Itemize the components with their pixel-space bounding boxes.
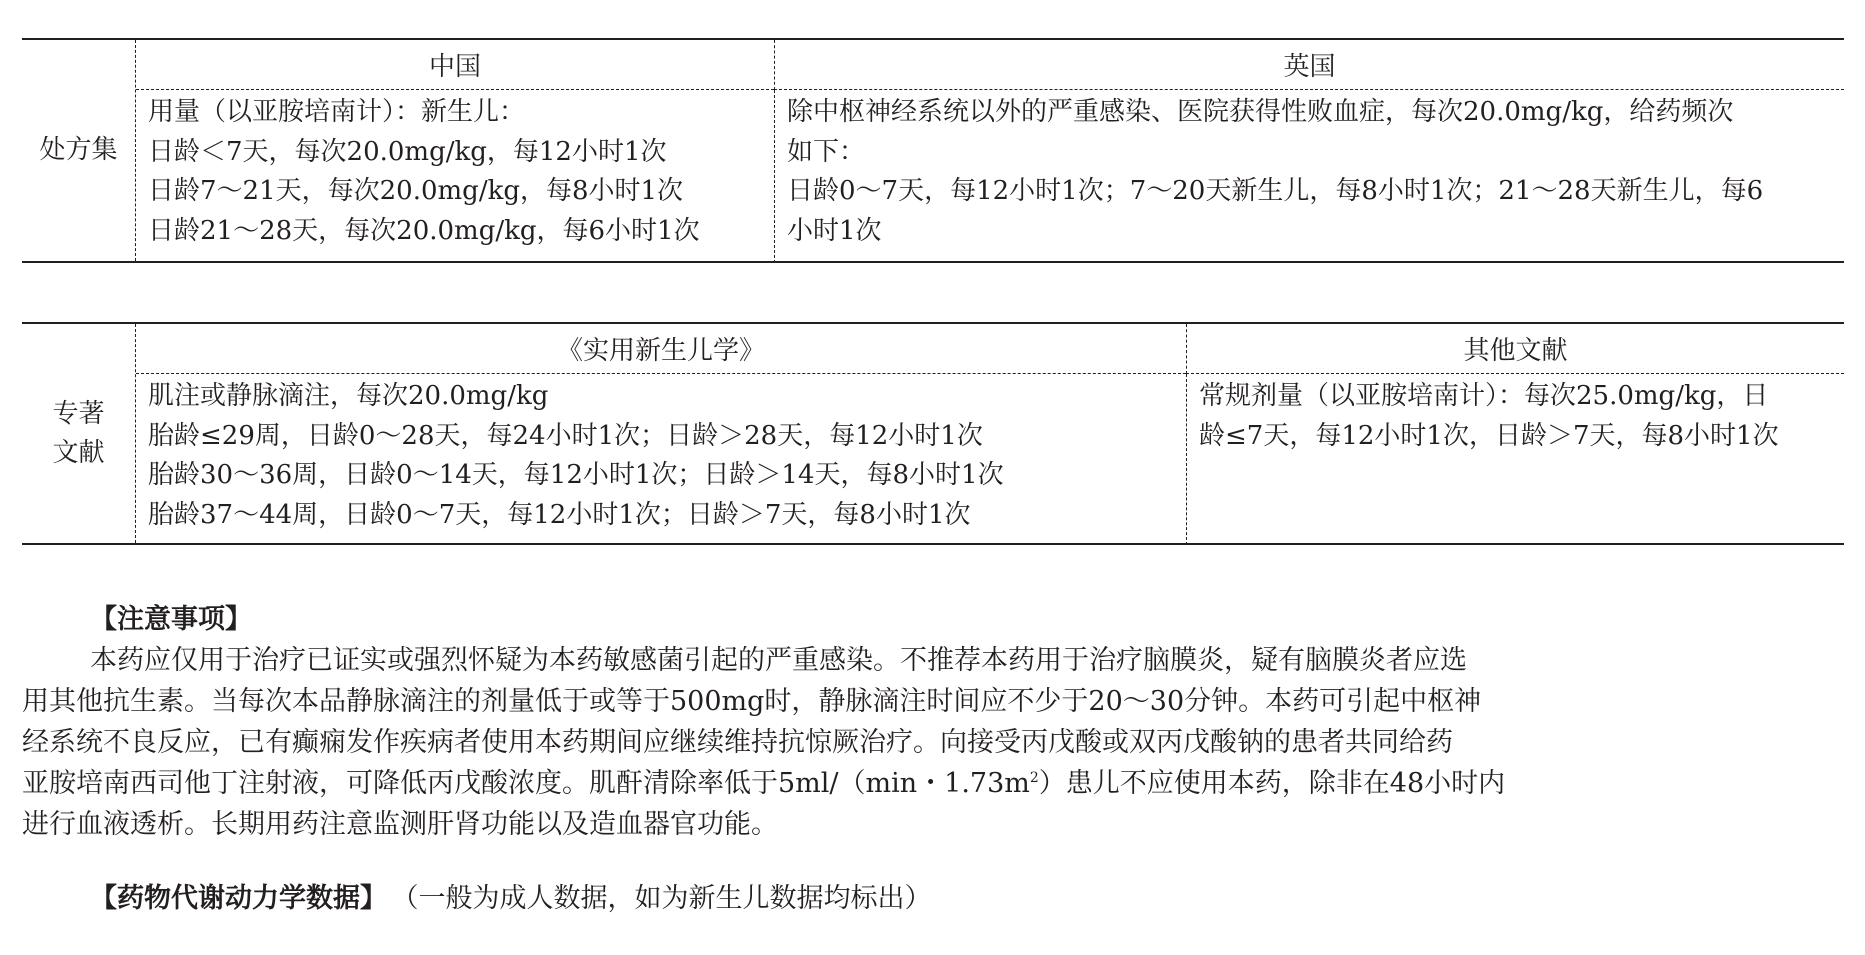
literature-table <box>22 322 1844 545</box>
text-line: 小时1次 <box>787 215 882 246</box>
paragraph-line-with-superscript <box>22 763 1842 804</box>
text-line: 日龄21～28天，每次20.0mg/kg，每6小时1次 <box>148 215 700 246</box>
paragraph-line: 本药应仅用于治疗已证实或强烈怀疑为本药敏感菌引起的严重感染。不推荐本药用于治疗脑膜炎，疑有脑膜炎者应选 <box>90 645 1467 676</box>
text-line: 日龄7～21天，每次20.0mg/kg，每8小时1次 <box>148 176 684 206</box>
text-line: 龄≤7天，每12小时1次，日龄＞7天，每8小时1次 <box>1199 420 1779 451</box>
cell-uk-dosage <box>774 90 1844 263</box>
row-label-line: 文献 <box>52 437 105 468</box>
text-line: 如下： <box>787 136 866 167</box>
paragraph-line: 进行血液透析。长期用药注意监测肝肾功能以及造血器官功能。 <box>22 809 778 840</box>
superscript: 2 <box>1029 770 1039 786</box>
header-text: 《实用新生儿学》 <box>556 336 765 366</box>
text-line: 胎龄≤29周，日龄0～28天，每24小时1次；日龄＞28天，每12小时1次 <box>148 420 983 451</box>
column-header-uk <box>774 40 1844 90</box>
precautions-paragraph <box>22 640 1842 845</box>
header-text: 其他文献 <box>1463 336 1568 366</box>
heading-note: （一般为成人数据，如为新生儿数据均标出） <box>405 883 932 914</box>
text-line: 常规剂量（以亚胺培南计）：每次25.0mg/kg，日 <box>1199 381 1769 411</box>
row-label-text <box>52 395 104 473</box>
text-line: 日龄＜7天，每次20.0mg/kg，每12小时1次 <box>148 136 667 167</box>
column-header-practical-neonatology <box>136 324 1186 374</box>
text-line: 胎龄37～44周，日龄0～7天，每12小时1次；日龄＞7天，每8小时1次 <box>148 499 971 530</box>
row-label-prescription <box>22 40 136 261</box>
heading-text: 【药物代谢动力学数据】 <box>90 883 387 914</box>
text-line: 除中枢神经系统以外的严重感染、医院获得性败血症，每次20.0mg/kg，给药频次 <box>787 97 1734 127</box>
text-line: 胎龄30～36周，日龄0～14天，每12小时1次；日龄＞14天，每8小时1次 <box>148 460 1004 490</box>
text-line: 肌注或静脉滴注，每次20.0mg/kg <box>148 381 549 411</box>
column-header-other-literature <box>1186 324 1844 374</box>
text-line: 日龄0～7天，每12小时1次；7～20天新生儿，每8小时1次；21～28天新生儿，每6 <box>787 176 1764 206</box>
cell-other-literature-dosage <box>1186 374 1844 545</box>
header-text: 英国 <box>1283 52 1336 82</box>
text-line: 用量（以亚胺培南计）：新生儿： <box>148 97 526 127</box>
cell-china-dosage <box>136 90 774 263</box>
row-label-line: 专著 <box>52 398 105 429</box>
prescription-table <box>22 38 1844 263</box>
pharmacokinetics-heading <box>90 876 932 915</box>
precautions-heading: 【注意事项】 <box>90 604 252 635</box>
row-label-text: 处方集 <box>39 135 118 165</box>
text-segment: 亚胺培南西司他丁注射液，可降低丙戊酸浓度。肌酐清除率低于5ml/（min・1.73m <box>22 768 1030 799</box>
paragraph-line: 用其他抗生素。当每次本品静脉滴注的剂量低于或等于500mg时，静脉滴注时间应不少于20～30分钟。本药可引起中枢神 <box>22 686 1482 717</box>
cell-practical-neonatology-dosage <box>136 374 1186 545</box>
text-segment: ）患儿不应使用本药，除非在48小时内 <box>1038 768 1506 799</box>
paragraph-line: 经系统不良反应，已有癫痫发作疾病者使用本药期间应继续维持抗惊厥治疗。向接受丙戊酸或双丙戊酸钠的患者共同给药 <box>22 727 1453 758</box>
row-label-literature <box>22 324 136 543</box>
column-header-china <box>136 40 774 90</box>
header-text: 中国 <box>428 52 481 82</box>
